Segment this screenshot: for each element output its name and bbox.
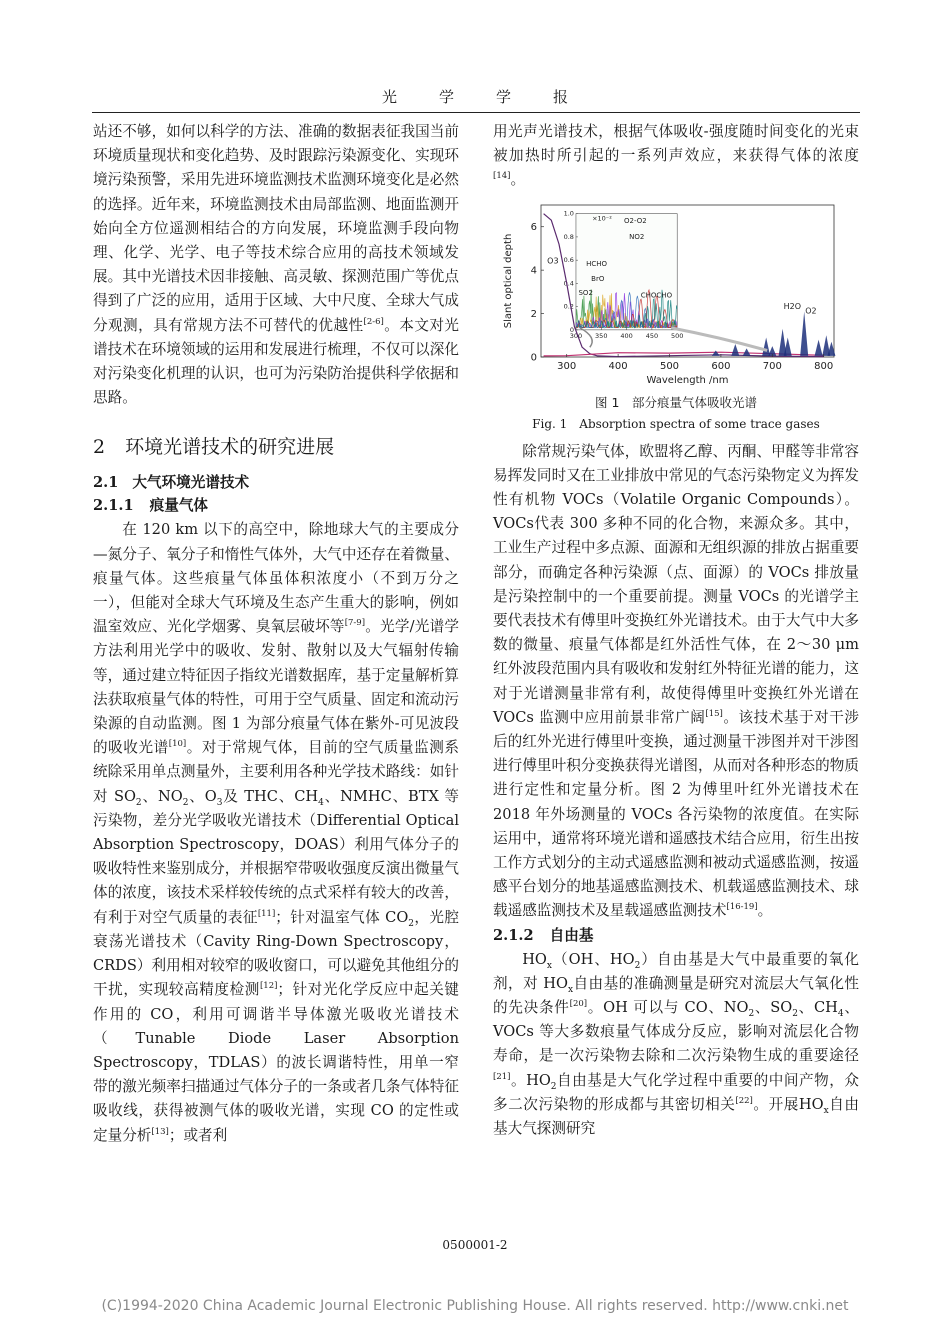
inset-scale-label: ×10⁻² xyxy=(592,214,612,223)
species-annotation: O2 xyxy=(805,306,817,316)
section-heading-2-1-1: 2.1.1 痕量气体 xyxy=(93,497,209,515)
paragraph-photoacoustic: 用光声光谱技术，根据气体吸收-强度随时间变化的光束被加热时所引起的一系列声效应，来获得气体的浓度[14]。 xyxy=(493,123,859,189)
y-tick-label: 4 xyxy=(530,265,537,277)
section-heading-2: 2 环境光谱技术的研究进展 xyxy=(93,436,335,459)
running-header-journal-title: 光学学报 xyxy=(381,88,610,106)
left-column xyxy=(93,120,459,1148)
citation[interactable]: [10] xyxy=(168,739,187,750)
inset-x-tick-label: 500 xyxy=(671,331,684,340)
x-tick-label: 600 xyxy=(711,360,731,372)
inset-y-tick-label: 1.0 xyxy=(563,209,574,218)
copyright-notice: (C)1994-2020 China Academic Journal Electronic Publishing House. All rights reserved. http://www.cnki.net xyxy=(101,1298,849,1314)
inset-species-label: BrO xyxy=(591,274,605,283)
citation[interactable]: [15] xyxy=(705,708,723,719)
citation[interactable]: [7-9] xyxy=(344,618,366,629)
citation[interactable]: [14] xyxy=(493,171,511,182)
inset-frame xyxy=(576,213,677,329)
x-tick-label: 700 xyxy=(762,360,782,372)
y-tick-label: 6 xyxy=(530,221,537,233)
section-heading-2-1-2: 2.1.2 自由基 xyxy=(493,926,594,944)
figure-caption-cn: 图 1 部分痕量气体吸收光谱 xyxy=(595,394,757,410)
inset-y-tick-label: 0.2 xyxy=(563,302,574,311)
citation[interactable]: [11] xyxy=(257,908,276,919)
citation[interactable]: [16-19] xyxy=(726,902,758,913)
paragraph-trace-gases: 在 120 km 以下的高空中，除地球大气的主要成分—氮分子、氧分子和惰性气体外，大气中还存在着微量、痕量气体。这些痕量气体虽体积浓度小（不到万分之一），但能对全球大气环境及生态产生重大的影响，例如温室效应、光化学烟雾、臭氧层破坏等[7-9]。光学/光谱学方法利用光学中的吸收、发射、散射以及大气辐射传输等，通过建立特征因子指纹光谱数据库，基于定量解析算法获取痕量气体的特性，可用于空气质量、固定和流动污染源的自动监测。图 1 为部分痕量气体在紫外-可见波段的吸收光谱[10]。对于常规气体，目前的空气质量监测系统除采用单点测量外，主要利用各种光学技术路线：如针对 $SO_2$、$NO_2$、$O_3$及 THC、$CH_4$、NMHC、BTX 等污染物，差分光学吸收光谱技术（Differential Optical Absorption Spectroscopy，DOAS）利用气体分子的吸收特性来鉴别成分，并根据窄带吸收强度反演出微量气体的浓度，该技术采样较传统的点式采样有较大的改善，有利于对空气质量的表征[11]；针对温室气体 $CO_2$，光腔衰荡光谱技术（Cavity Ring-Down Spectroscopy，CRDS）利用相对较窄的吸收窗口，可以避免其他组分的干扰，实现较高精度检测[12]；针对光化学反应中起关键作用的 CO，利用可调谐半导体激光吸收光谱技术（Tunable Diode Laser Absorption Spectroscopy，TDLAS）的波长调谐特性，用单一窄带的激光频率扫描通过气体分子的一条或者几条气体特征吸收线，获得被测气体的吸收光谱，实现 CO 的定性或定量分析[13]；或者利 xyxy=(93,521,459,1144)
figure-caption-en: Fig. 1 Absorption spectra of some trace gases xyxy=(532,416,820,431)
citation[interactable]: [13] xyxy=(151,1126,169,1137)
paragraph-vocs: 除常规污染气体，欧盟将乙醇、丙酮、甲醛等非常容易挥发同时又在工业排放中常见的气态污染物定义为挥发性有机物 VOCs（Volatile Organic Compounds）。VOCs代表 300 多种不同的化合物，来源众多。其中，工业生产过程中多点源、面源和无组织源的排放占据重要部分，而确定各种污染源（点、面源）的 VOCs 排放量是污染控制中的一个重要前提。测量 VOCs 的光谱学主要代表技术有傅里叶变换红外光谱技术。由于大气中大多数的微量、痕量气体都是红外活性气体，在 2～30 μm 红外波段范围内具有吸收和发射红外特征光谱的能力，这对于光谱测量非常有利，故使得傅里叶变换红外光谱在 VOCs 监测中应用前景非常广阔[15]。该技术基于对干涉后的红外光进行傅里叶变换，通过测量干涉图并对干涉图进行傅里叶积分变换获得光谱图，从而对各种形态的物质进行定性和定量分析。图 2 为傅里叶红外光谱技术在 2018 年外场测量的 VOCs 各污染物的浓度值。在实际运用中，通常将环境光谱和遥感技术结合应用，衍生出按工作方式划分的主动式遥感监测和被动式遥感监测，按遥感平台划分的地基遥感监测技术、机载遥感监测技术、球载遥感监测技术及星载遥感监测技术[16-19]。 xyxy=(493,442,859,920)
inset-x-tick-label: 400 xyxy=(620,331,633,340)
x-tick-label: 300 xyxy=(557,360,577,372)
inset-species-label: CHOCHO xyxy=(640,290,673,299)
inset-species-label: HCHO xyxy=(586,259,608,268)
header-rule xyxy=(92,112,860,113)
citation[interactable]: [22] xyxy=(735,1096,753,1107)
species-annotation: H2O xyxy=(783,301,802,311)
inset-x-tick-label: 350 xyxy=(595,331,608,340)
inset-species-label: O2-O2 xyxy=(624,216,647,225)
x-axis-label: Wavelength /nm xyxy=(646,374,729,386)
y-axis-label: Slant optical depth xyxy=(503,233,514,328)
species-annotation: O3 xyxy=(547,256,559,266)
x-tick-label: 800 xyxy=(814,360,834,372)
inset-x-tick-label: 300 xyxy=(569,331,583,340)
x-tick-label: 400 xyxy=(608,360,628,372)
inset-species-label: SO2 xyxy=(578,288,593,297)
x-tick-label: 500 xyxy=(659,360,680,372)
section-heading-2-1: 2.1 大气环境光谱技术 xyxy=(93,474,250,492)
inset-y-tick-label: 0.8 xyxy=(563,232,574,241)
inset-y-tick-label: 0 xyxy=(569,325,574,334)
citation[interactable]: [12] xyxy=(259,981,278,992)
absorption-spectra-chart xyxy=(499,199,849,389)
figure-1 xyxy=(493,199,859,432)
y-tick-label: 0 xyxy=(530,352,537,364)
right-column xyxy=(493,120,859,1141)
citation[interactable]: [21] xyxy=(493,1071,511,1082)
paragraph-free-radicals: $HO_x(OH$、$HO_2$）自由基是大气中最重要的氧化剂，对 $HO_x$自由基的准确测量是研究对流层大气氧化性的先决条件[20]。OH 可以与 CO、$NO_2$、$SO_2$、$CH_4$、VOCs 等大多数痕量气体成分反应，影响对流层化合物寿命，是一次污染物去除和二次污染物生成的重要途径[21]。$HO_2$自由基是大气化学过程中重要的中间产物，众多二次污染物的形成都与其密切相关[22]。开展$HO_x$自由基大气探测研究 xyxy=(493,950,859,1138)
inset-y-tick-label: 0.4 xyxy=(563,278,574,287)
y-tick-label: 2 xyxy=(530,308,537,320)
citation[interactable]: [20] xyxy=(569,999,588,1010)
inset-x-tick-label: 450 xyxy=(645,331,659,340)
page-number: 0500001-2 xyxy=(442,1238,508,1252)
inset-species-label: NO2 xyxy=(629,232,645,241)
citation[interactable]: [2-6] xyxy=(363,316,384,327)
inset-y-tick-label: 0.6 xyxy=(563,255,574,264)
paragraph-intro: 站还不够，如何以科学的方法、准确的数据表征我国当前环境质量现状和变化趋势、及时跟踪污染源变化、实现环境污染预警，采用先进环境监测技术监测环境变化是必然的选择。近年来，环境监测技术由局部监测、地面监测开始向全方位遥测相结合的方向发展，环境监测手段向物理、化学、光学、电子等技术综合应用的高技术领域发展。其中光谱技术因非接触、高灵敏、探测范围广等优点得到了广泛的应用，适用于区域、大中尺度、全球大气成分观测，具有常规方法不可替代的优越性[2-6]。本文对光谱技术在环境领域的运用和发展进行梳理，不仅可以深化对污染变化机理的认识，也可为污染防治提供科学依据和思路。 xyxy=(93,123,459,407)
